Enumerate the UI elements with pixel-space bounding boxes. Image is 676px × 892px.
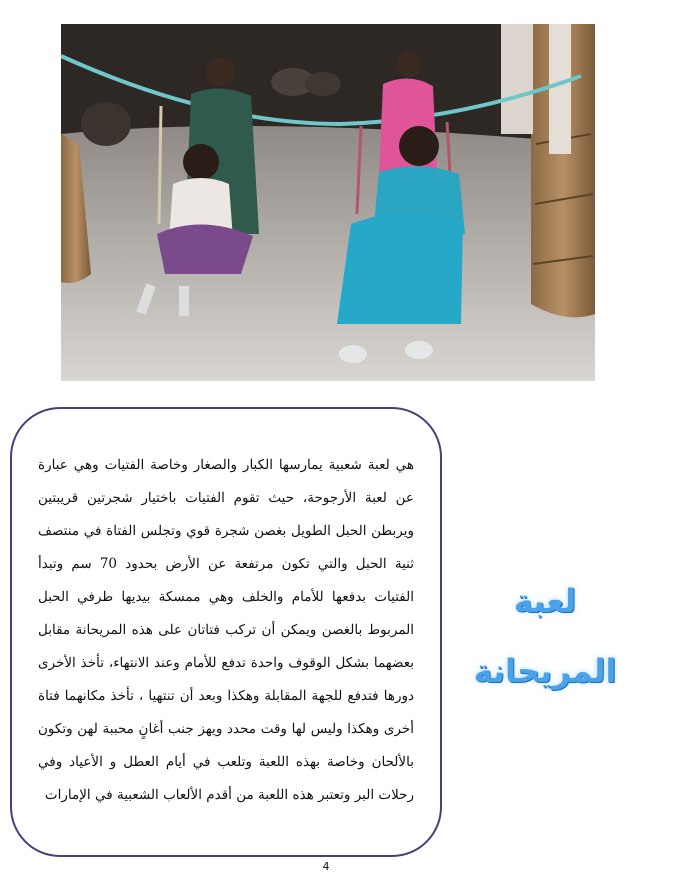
title-line-1: لعبة [513,582,577,620]
page-number: 4 [322,860,330,873]
game-title [470,566,620,706]
title-line-2: المريحانة [473,652,617,690]
girls-on-rope-swings-photo [61,24,595,381]
description-box [10,407,442,857]
description-text: هي لعبة شعبية يمارسها الكبار والصغار وخاصة الفتيات وهي عبارة عن لعبة الأرجوحة، حيث تقوم الفتيات باختيار شجرتين قريبتين ويربطن الحبل الطويل بغصن شجرة قوي وتجلس الفتاة في منتصف ثنية الحبل والتي تكون مرتفعة عن الأرض بحدود 70 سم وتبدأ الفتيات بدفعها للأمام والخلف وهي ممسكة بيديها طرفي الحبل المربوط بالغصن ويمكن أن تركب فتاتان على هذه المريحانة مقابل بعضهما بشكل الوقوف واحدة تدفع للأمام وعند الانتهاء، تأخذ الأخرى دورها فتدفع للجهة المقابلة وهكذا وبعد أن تنتهيا ، تأخذ مكانهما فتاة أخرى وهكذا وليس لها وقت محدد ويهز جنب أغانٍ محببة لهن وتكون بالألحان وخاصة بهذه اللعبة وتلعب في أيام العطل و الأعياد وفي رحلات البر وتعتبر هذه اللعبة من أقدم الألعاب الشعبية في الإمارات [38,457,414,803]
